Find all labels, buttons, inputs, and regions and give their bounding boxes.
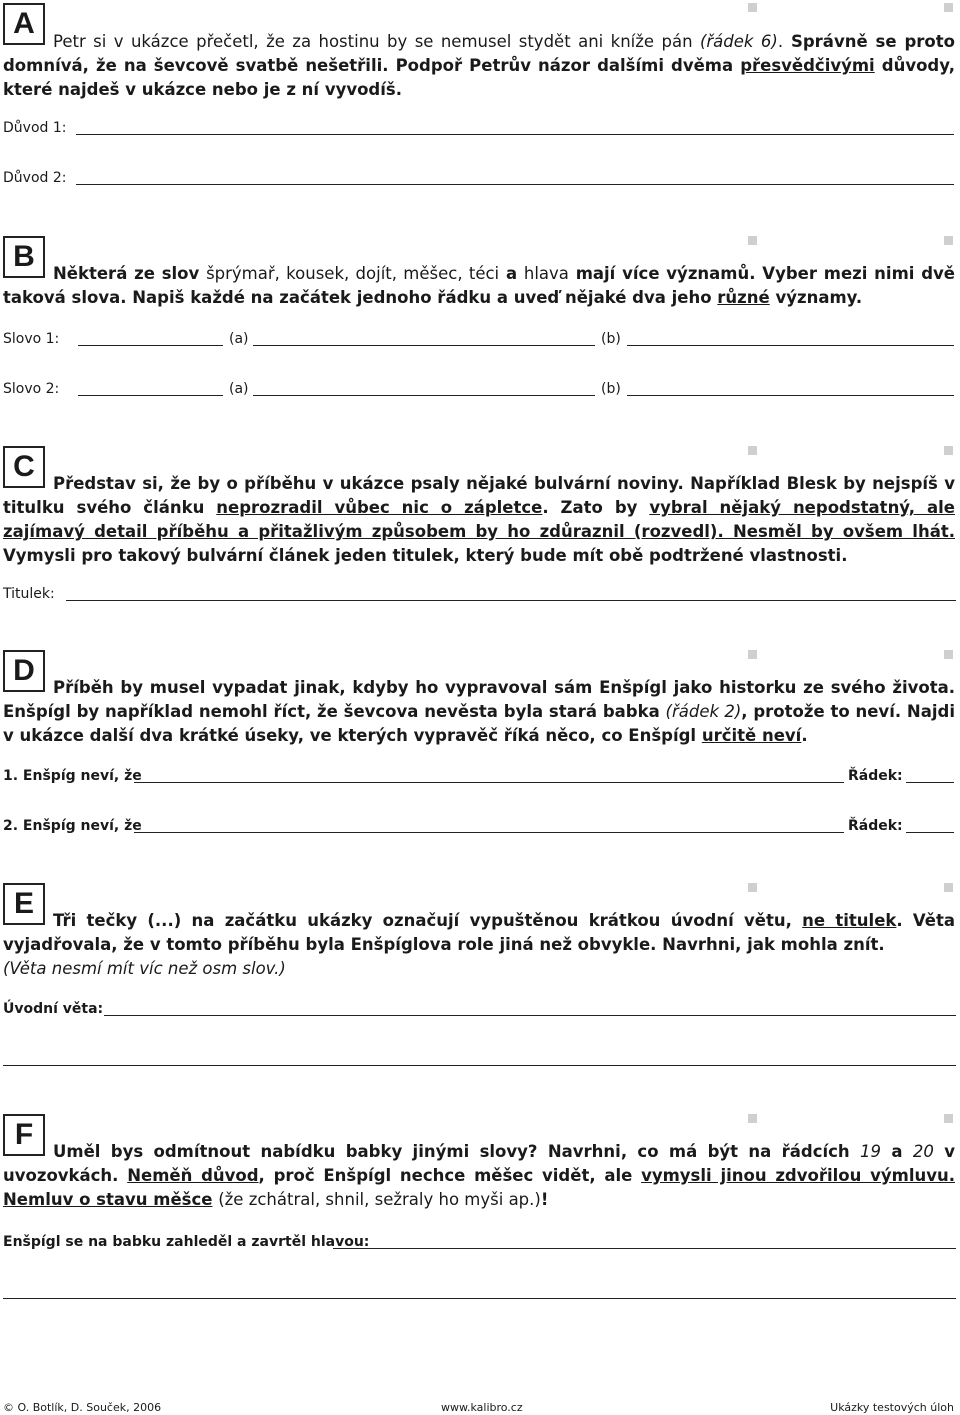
task-instruction — [3, 676, 955, 748]
instruction-text: . — [777, 32, 784, 51]
instruction-text: významy. — [769, 288, 863, 307]
instruction-text: Správně se proto domnívá, že na ševcově svatbě nešetřili. Podpoř Petrův názor dalšími dvěma — [3, 32, 955, 75]
word-list: šprýmař, kousek, dojít, měšec, téci — [206, 264, 500, 283]
instruction-emphasis: přesvědčivými — [740, 56, 875, 75]
item-2-row-line[interactable] — [906, 832, 954, 833]
reason-1-label: Důvod 1: — [3, 120, 67, 136]
instruction-text: a — [881, 1142, 913, 1161]
score-box — [944, 446, 953, 455]
score-box — [748, 446, 757, 455]
instruction-emphasis: určitě neví — [701, 726, 802, 745]
line-reference: (řádek 2) — [665, 702, 742, 721]
score-box — [944, 1114, 953, 1123]
instruction-text: Petr si v ukázce přečetl, že za hostinu by se nemusel stydět ani kníže pán — [53, 32, 700, 51]
task-instruction — [3, 30, 955, 102]
instruction-emphasis: Neměň důvod — [127, 1166, 259, 1185]
score-box — [748, 1114, 757, 1123]
headline-answer-line[interactable] — [66, 600, 956, 601]
instruction-note: (Věta nesmí mít víc než osm slov.) — [3, 959, 286, 978]
task-instruction — [3, 472, 955, 568]
instruction-text: . Věta vyjadřovala, že v tomto příběhu byla Enšpíglova role jiná než obvykle. Navrhni, jak mohla znít. — [3, 911, 955, 954]
instruction-text: Představ si, že by o příběhu v ukázce psaly nějaké bulvární noviny. Například Blesk by nejspíš v titulku svého článku — [3, 474, 955, 517]
instruction-text: důvody, které najdeš v ukázce nebo je z ní vyvodíš. — [3, 56, 955, 99]
instruction-note: (že zchátral, shnil, sežraly ho myši ap.) — [218, 1190, 541, 1209]
line-number: 19 — [860, 1142, 882, 1161]
row-label: Řádek: — [848, 818, 903, 834]
instruction-text: Vymysli pro takový bulvární článek jeden titulek, který bude mít obě podtržené vlastnosti. — [3, 546, 848, 565]
row-label: Řádek: — [848, 768, 903, 784]
line-number: 20 — [912, 1142, 934, 1161]
task-letter: F — [3, 1114, 45, 1156]
instruction-text: Příběh by musel vypadat jinak, kdyby ho vypravoval sám Enšpígl jako historku ze svého života. Enšpígl by například nemohl říct, že ševcova nevěsta byla stará babka — [3, 678, 955, 721]
instruction-emphasis: vymysli jinou zdvořilou výmluvu. — [641, 1166, 955, 1185]
score-box — [748, 236, 757, 245]
score-box — [944, 650, 953, 659]
task-instruction — [3, 1140, 955, 1212]
instruction-emphasis: ne titulek — [802, 911, 897, 930]
refusal-answer-line-2[interactable] — [3, 1298, 956, 1299]
word-list: hlava — [523, 264, 569, 283]
intro-sentence-label: Úvodní věta: — [3, 1001, 104, 1017]
instruction-text: , protože to neví. Najdi v ukázce další dva krátké úseky, ve kterých vypravěč říká něco, co Enšpígl — [3, 702, 955, 745]
task-instruction — [3, 262, 955, 310]
instruction-text: mají více významů. Vyber mezi nimi dvě taková slova. Napiš každé na začátek jednoho řádku a uveď nějaké dva jeho — [3, 264, 955, 307]
meaning-b-label: (b) — [601, 381, 621, 397]
task-instruction — [3, 909, 955, 957]
word-1-meaning-a-line[interactable] — [253, 345, 595, 346]
instruction-text: ! — [540, 1190, 549, 1209]
word-2-label: Slovo 2: — [3, 381, 60, 397]
reason-2-answer-line[interactable] — [76, 184, 954, 185]
score-box — [944, 3, 953, 12]
instruction-emphasis: Nemluv o stavu měšce — [3, 1190, 213, 1209]
instruction-text: , proč Enšpígl nechce měšec vidět, ale — [258, 1166, 642, 1185]
footer-title: Ukázky testových úloh — [830, 1401, 954, 1414]
line-reference: (řádek 6) — [699, 32, 778, 51]
footer-copyright: © O. Botlík, D. Souček, 2006 — [3, 1401, 162, 1414]
intro-sentence-answer-line[interactable] — [104, 1015, 956, 1016]
word-2-meaning-b-line[interactable] — [627, 395, 954, 396]
score-box — [944, 883, 953, 892]
instruction-text: Tři tečky (...) na začátku ukázky označují vypuštěnou krátkou úvodní větu, — [53, 911, 803, 930]
reason-1-answer-line[interactable] — [76, 134, 954, 135]
word-1-label: Slovo 1: — [3, 331, 60, 347]
score-box — [748, 650, 757, 659]
task-letter: A — [3, 3, 45, 45]
item-1-answer-line[interactable] — [134, 782, 844, 783]
word-1-answer-line[interactable] — [78, 345, 223, 346]
task-letter: E — [3, 883, 45, 925]
instruction-emphasis: neprozradil vůbec nic o zápletce — [216, 498, 543, 517]
reason-2-label: Důvod 2: — [3, 170, 67, 186]
word-2-meaning-a-line[interactable] — [253, 395, 595, 396]
instruction-text: . Zato by — [542, 498, 650, 517]
item-1-row-line[interactable] — [906, 782, 954, 783]
task-letter: D — [3, 650, 45, 692]
meaning-a-label: (a) — [229, 381, 249, 397]
task-letter: B — [3, 236, 45, 278]
word-2-answer-line[interactable] — [78, 395, 223, 396]
item-1-label: 1. Enšpíg neví, že — [3, 768, 142, 784]
item-2-label: 2. Enšpíg neví, že — [3, 818, 142, 834]
score-box — [748, 3, 757, 12]
instruction-emphasis: různé — [717, 288, 770, 307]
score-box — [944, 236, 953, 245]
instruction-text: . — [801, 726, 808, 745]
meaning-a-label: (a) — [229, 331, 249, 347]
footer-website[interactable]: www.kalibro.cz — [441, 1401, 523, 1414]
instruction-emphasis: vybral nějaký nepodstatný, ale zajímavý detail příběhu a přitažlivým způsobem by ho zdůraznil (rozvedl). Nesměl by ovšem lhát. — [3, 498, 955, 541]
instruction-text: Uměl bys odmítnout nabídku babky jinými slovy? Navrhni, co má být na řádcích — [53, 1142, 861, 1161]
meaning-b-label: (b) — [601, 331, 621, 347]
intro-sentence-answer-line-2[interactable] — [3, 1065, 956, 1066]
instruction-text: v uvozovkách. — [3, 1142, 956, 1185]
word-1-meaning-b-line[interactable] — [627, 345, 954, 346]
refusal-label: Enšpígl se na babku zahleděl a zavrtěl hlavou: — [3, 1234, 370, 1250]
refusal-answer-line[interactable] — [333, 1248, 956, 1249]
item-2-answer-line[interactable] — [134, 832, 844, 833]
headline-label: Titulek: — [3, 586, 55, 602]
task-letter: C — [3, 446, 45, 488]
instruction-text: a — [499, 264, 524, 283]
instruction-text: Některá ze slov — [53, 264, 207, 283]
score-box — [748, 883, 757, 892]
